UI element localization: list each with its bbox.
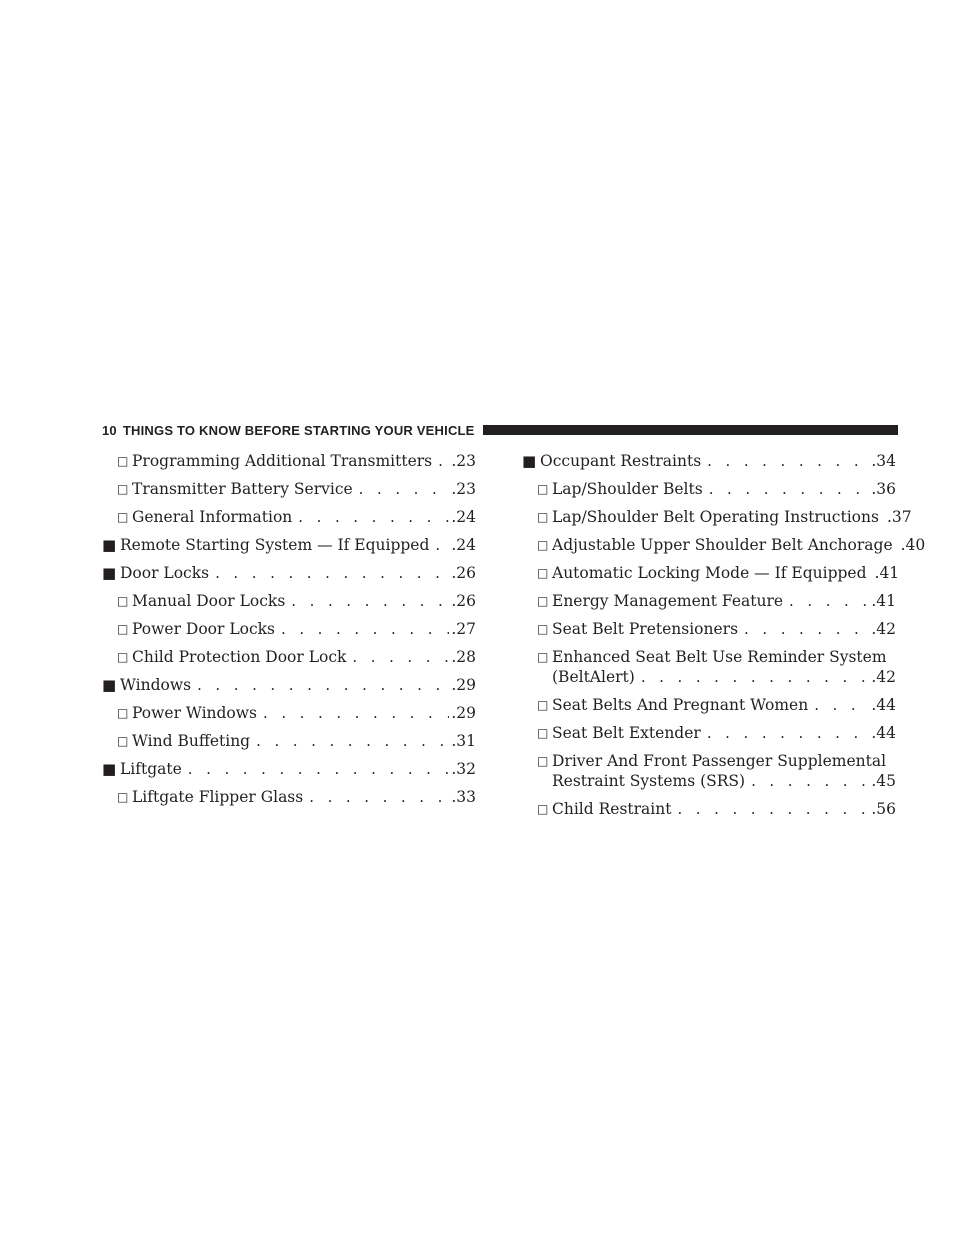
toc-column-right bbox=[522, 451, 926, 827]
toc-entry-line bbox=[132, 731, 476, 751]
toc-entry-line bbox=[132, 787, 476, 807]
hollow-square-bullet-icon: □ bbox=[537, 754, 549, 768]
toc-page-number: .28 bbox=[451, 648, 476, 666]
toc-entry-text: Seat Belt Extender bbox=[552, 724, 701, 742]
toc-page-number: .41 bbox=[871, 592, 896, 610]
toc-page-number: .26 bbox=[451, 592, 476, 610]
toc-page-number: .24 bbox=[451, 508, 476, 526]
dot-leader bbox=[215, 563, 449, 583]
toc-entry-text: Lap/Shoulder Belts bbox=[552, 480, 703, 498]
toc-entry-text: Adjustable Upper Shoulder Belt Anchorage bbox=[552, 536, 893, 554]
toc-page-number: .44 bbox=[871, 696, 896, 714]
dot-leader bbox=[309, 787, 449, 807]
toc-entry-line bbox=[132, 507, 476, 527]
dot-leader bbox=[707, 723, 870, 743]
toc-page-number: .42 bbox=[871, 620, 896, 638]
toc-entry-text: Seat Belts And Pregnant Women bbox=[552, 696, 809, 714]
toc-entry-line bbox=[552, 667, 896, 687]
toc-entry-line bbox=[552, 723, 896, 743]
toc-entry-line bbox=[552, 771, 896, 791]
hollow-square-bullet-icon: □ bbox=[537, 802, 549, 816]
toc-entry-text: Energy Management Feature bbox=[552, 592, 784, 610]
toc-entry bbox=[522, 479, 896, 499]
toc-page-number: .23 bbox=[451, 480, 476, 498]
toc-page-number: .37 bbox=[886, 508, 912, 526]
dot-leader bbox=[298, 507, 449, 527]
toc-entry-text: Liftgate Flipper Glass bbox=[132, 788, 304, 806]
toc-entry bbox=[102, 787, 476, 807]
toc-entry-text: Remote Starting System — If Equipped bbox=[120, 536, 430, 554]
toc-entry bbox=[522, 723, 896, 743]
toc-page-number: .24 bbox=[451, 536, 476, 554]
hollow-square-bullet-icon: □ bbox=[537, 566, 549, 580]
dot-leader bbox=[677, 799, 869, 819]
toc-entry bbox=[522, 507, 912, 527]
toc-entry-text: Manual Door Locks bbox=[132, 592, 286, 610]
dot-leader bbox=[641, 667, 870, 687]
toc-entry bbox=[522, 535, 926, 555]
page-header bbox=[102, 421, 898, 439]
toc-entry-line bbox=[552, 799, 896, 819]
toc-entry-text-continued: Restraint Systems (SRS) bbox=[552, 772, 746, 790]
toc-entry bbox=[522, 647, 896, 687]
black-square-bullet-icon: ■ bbox=[522, 452, 537, 470]
dot-leader bbox=[291, 591, 449, 611]
toc-entry-text: Automatic Locking Mode — If Equipped bbox=[552, 564, 867, 582]
toc-entry-text: Power Windows bbox=[132, 704, 257, 722]
toc-entry-text: Transmitter Battery Service bbox=[132, 480, 353, 498]
toc-entry-text: Power Door Locks bbox=[132, 620, 275, 638]
toc-page-number: .45 bbox=[871, 772, 896, 790]
toc-entry-text: Occupant Restraints bbox=[540, 452, 702, 470]
toc-entry-line bbox=[552, 507, 912, 527]
dot-leader bbox=[352, 647, 449, 667]
header-rule bbox=[483, 425, 898, 435]
toc-page-number: .29 bbox=[451, 704, 476, 722]
toc-page-number: .27 bbox=[451, 620, 476, 638]
toc-entry bbox=[522, 563, 900, 583]
toc-entry-text: Door Locks bbox=[120, 564, 210, 582]
toc-entry-line bbox=[120, 759, 476, 779]
hollow-square-bullet-icon: □ bbox=[117, 734, 129, 748]
hollow-square-bullet-icon: □ bbox=[537, 538, 549, 552]
toc-entry bbox=[102, 675, 476, 695]
toc-entry-text-continued: (BeltAlert) bbox=[552, 668, 635, 686]
hollow-square-bullet-icon: □ bbox=[117, 594, 129, 608]
toc-entry-text: Enhanced Seat Belt Use Reminder System bbox=[552, 648, 887, 666]
hollow-square-bullet-icon: □ bbox=[117, 650, 129, 664]
toc-entry-text: General Information bbox=[132, 508, 293, 526]
toc-entry-text: Seat Belt Pretensioners bbox=[552, 620, 739, 638]
toc-page-number: .31 bbox=[451, 732, 476, 750]
toc-entry-line bbox=[132, 591, 476, 611]
black-square-bullet-icon: ■ bbox=[102, 760, 117, 778]
toc-entry-line bbox=[132, 703, 476, 723]
toc-page-number: .26 bbox=[451, 564, 476, 582]
toc-page-number: .40 bbox=[900, 536, 926, 554]
dot-leader bbox=[263, 703, 449, 723]
toc-entry bbox=[522, 619, 896, 639]
toc-entry-line bbox=[120, 563, 476, 583]
toc-entry bbox=[522, 695, 896, 715]
toc-entry-line bbox=[552, 535, 926, 555]
toc-entry-text: Windows bbox=[120, 676, 192, 694]
hollow-square-bullet-icon: □ bbox=[537, 698, 549, 712]
toc-entry bbox=[102, 703, 476, 723]
hollow-square-bullet-icon: □ bbox=[117, 706, 129, 720]
dot-leader bbox=[789, 591, 869, 611]
dot-leader bbox=[359, 479, 450, 499]
toc-entry-line bbox=[120, 675, 476, 695]
toc-entry-line bbox=[552, 619, 896, 639]
dot-leader bbox=[751, 771, 869, 791]
toc-page-number: .34 bbox=[871, 452, 896, 470]
dot-leader bbox=[197, 675, 449, 695]
toc-page-number: .32 bbox=[451, 760, 476, 778]
toc-entry bbox=[102, 731, 476, 751]
hollow-square-bullet-icon: □ bbox=[537, 726, 549, 740]
toc-entry-line bbox=[132, 619, 476, 639]
hollow-square-bullet-icon: □ bbox=[117, 790, 129, 804]
hollow-square-bullet-icon: □ bbox=[117, 510, 129, 524]
section-title: THINGS TO KNOW BEFORE STARTING YOUR VEHICLE bbox=[122, 422, 475, 438]
toc-page-number: .41 bbox=[874, 564, 900, 582]
hollow-square-bullet-icon: □ bbox=[117, 454, 129, 468]
black-square-bullet-icon: ■ bbox=[102, 564, 117, 582]
toc-column-left bbox=[102, 451, 476, 815]
dot-leader bbox=[281, 619, 449, 639]
hollow-square-bullet-icon: □ bbox=[117, 482, 129, 496]
toc-page-number: .23 bbox=[451, 452, 476, 470]
dot-leader bbox=[435, 535, 449, 555]
toc-entry-text: Liftgate bbox=[120, 760, 182, 778]
toc-entry bbox=[102, 563, 476, 583]
dot-leader bbox=[814, 695, 869, 715]
toc-entry bbox=[102, 759, 476, 779]
black-square-bullet-icon: ■ bbox=[102, 536, 117, 554]
toc-entry bbox=[102, 619, 476, 639]
dot-leader bbox=[709, 479, 870, 499]
toc-page-number: .56 bbox=[871, 800, 896, 818]
hollow-square-bullet-icon: □ bbox=[537, 510, 549, 524]
black-square-bullet-icon: ■ bbox=[102, 676, 117, 694]
toc-entry-line bbox=[552, 479, 896, 499]
toc-entry bbox=[102, 507, 476, 527]
hollow-square-bullet-icon: □ bbox=[537, 622, 549, 636]
toc-entry-line bbox=[552, 563, 900, 583]
hollow-square-bullet-icon: □ bbox=[537, 594, 549, 608]
toc-entry-line bbox=[132, 479, 476, 499]
toc-entry-line bbox=[540, 451, 896, 471]
dot-leader bbox=[438, 451, 449, 471]
toc-page-number: .42 bbox=[871, 668, 896, 686]
toc-entry-line bbox=[552, 695, 896, 715]
toc-entry-text: Wind Buffeting bbox=[132, 732, 251, 750]
dot-leader bbox=[188, 759, 450, 779]
dot-leader bbox=[256, 731, 449, 751]
toc-page-number: .44 bbox=[871, 724, 896, 742]
toc-entry-line bbox=[132, 647, 476, 667]
page-number: 10 bbox=[102, 422, 117, 438]
toc-page-number: .33 bbox=[451, 788, 476, 806]
toc-entry bbox=[102, 647, 476, 667]
toc-entry bbox=[522, 751, 896, 791]
toc-entry bbox=[102, 479, 476, 499]
toc-entry bbox=[102, 451, 476, 471]
toc-entry bbox=[102, 535, 476, 555]
toc-entry-text: Driver And Front Passenger Supplemental bbox=[552, 752, 887, 770]
hollow-square-bullet-icon: □ bbox=[537, 650, 549, 664]
toc-entry-text: Programming Additional Transmitters bbox=[132, 452, 433, 470]
toc-entry bbox=[522, 591, 896, 611]
toc-entry-text: Child Protection Door Lock bbox=[132, 648, 347, 666]
toc-entry bbox=[102, 591, 476, 611]
toc-entry-line bbox=[120, 535, 476, 555]
toc-entry-line bbox=[552, 591, 896, 611]
toc-page-number: .29 bbox=[451, 676, 476, 694]
toc-page-number: .36 bbox=[871, 480, 896, 498]
hollow-square-bullet-icon: □ bbox=[117, 622, 129, 636]
hollow-square-bullet-icon: □ bbox=[537, 482, 549, 496]
dot-leader bbox=[707, 451, 869, 471]
toc-entry-line bbox=[132, 451, 476, 471]
toc-entry bbox=[522, 451, 896, 471]
toc-entry bbox=[522, 799, 896, 819]
toc-entry-text: Lap/Shoulder Belt Operating Instructions bbox=[552, 508, 879, 526]
dot-leader bbox=[744, 619, 869, 639]
toc-entry-text: Child Restraint bbox=[552, 800, 672, 818]
